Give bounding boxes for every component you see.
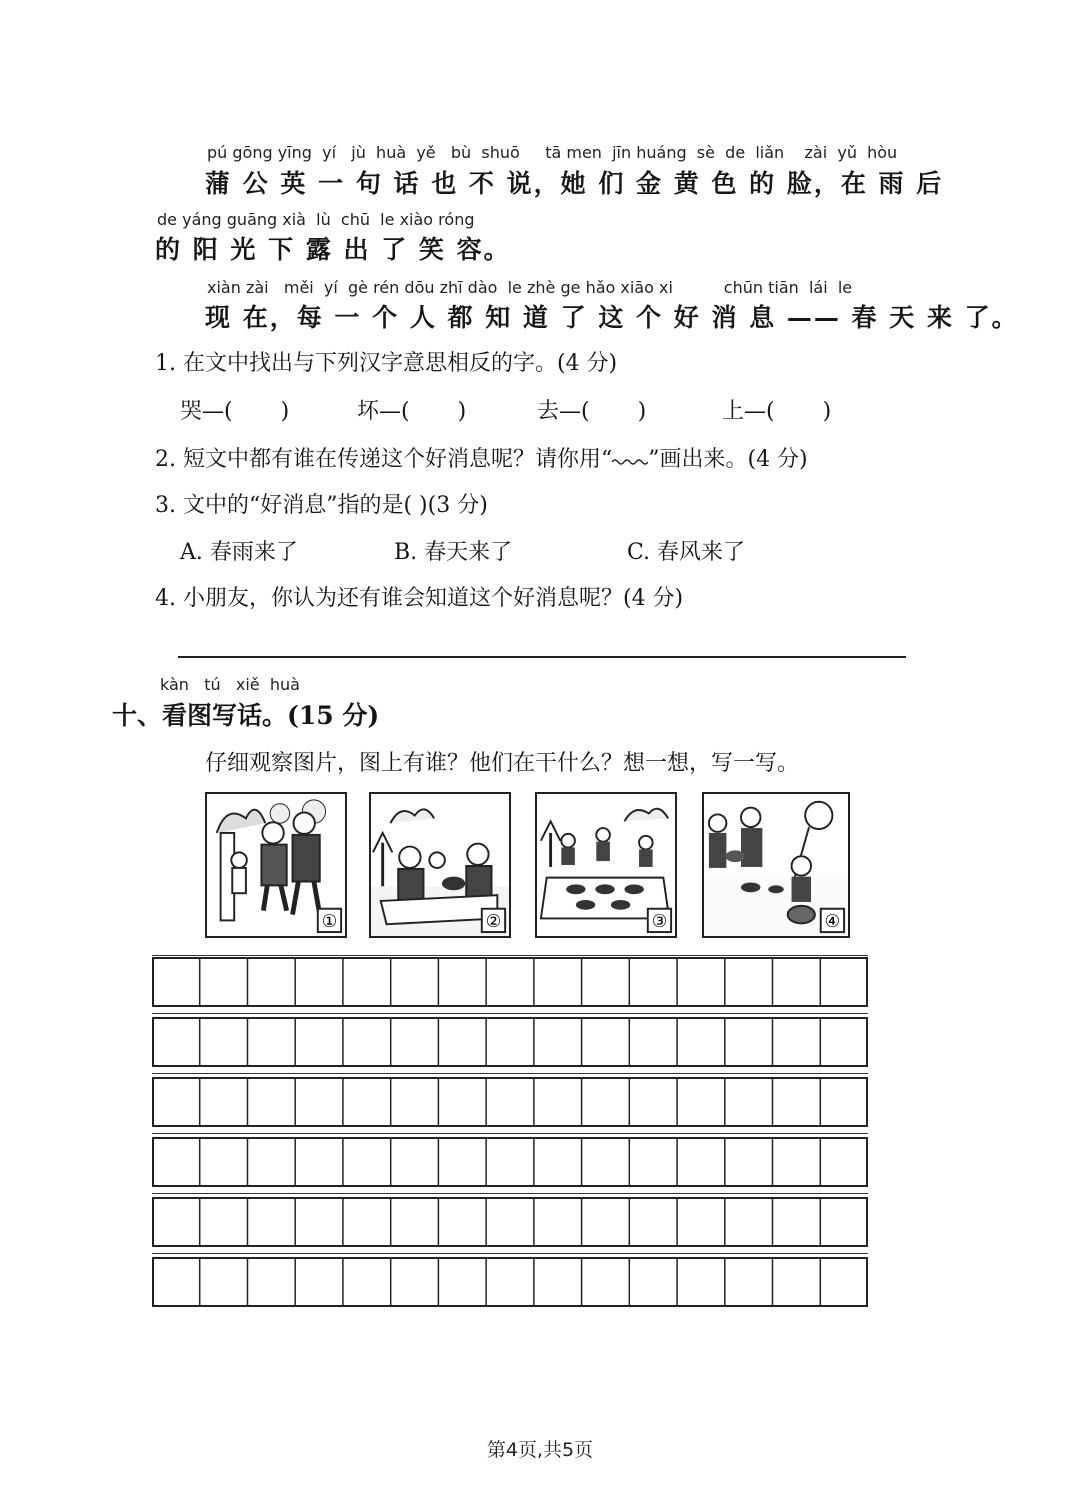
q3-option-b: B. 春天来了 bbox=[394, 540, 513, 565]
passage-line-2: 的 阳 光 下 露 出 了 笑 容。 bbox=[155, 235, 511, 264]
q1-pair-3: 去—( ) bbox=[537, 399, 647, 424]
section10-pinyin: kàn tú xiě huà bbox=[160, 675, 300, 694]
q3-option-a: A. 春雨来了 bbox=[180, 540, 298, 565]
picture-4-label: ④ bbox=[824, 912, 841, 933]
picture-3 bbox=[535, 792, 677, 938]
pinyin-p1: pú gōng yīng yí jù huà yě bù shuō tā men jīn huáng sè de liǎn zài yǔ hòu bbox=[207, 143, 898, 162]
picture-3-label: ③ bbox=[651, 912, 668, 933]
grid-rule bbox=[152, 1253, 868, 1254]
grid-rule bbox=[152, 1133, 868, 1134]
passage-line-3: 现 在，每 一 个 人 都 知 道 了 这 个 好 消 息 —— 春 天 来 了。 bbox=[205, 303, 1019, 332]
question-4: 4. 小朋友，你认为还有谁会知道这个好消息呢？(4 分) bbox=[155, 586, 684, 611]
picture-2 bbox=[369, 792, 511, 938]
picture-2-label: ② bbox=[485, 912, 502, 933]
answer-line-q4[interactable] bbox=[178, 656, 906, 658]
grid-rule bbox=[152, 1073, 868, 1074]
question-2: 2. 短文中都有谁在传递这个好消息呢？请你用“ ”画出来。(4 分) bbox=[155, 447, 808, 472]
pinyin-p2: de yáng guāng xià lù chū le xiào róng bbox=[157, 210, 475, 229]
writing-grid-row[interactable] bbox=[152, 1257, 868, 1307]
wavy-underline-icon bbox=[612, 455, 648, 465]
q1-pair-2: 坏—( ) bbox=[357, 399, 467, 424]
writing-grid-row[interactable] bbox=[152, 957, 868, 1007]
section10-instruction: 仔细观察图片，图上有谁？他们在干什么？想一想，写一写。 bbox=[205, 751, 800, 776]
writing-grid-row[interactable] bbox=[152, 1137, 868, 1187]
grid-top-rule bbox=[152, 955, 868, 956]
writing-grid-row[interactable] bbox=[152, 1077, 868, 1127]
q1-pair-1: 哭—( ) bbox=[180, 399, 290, 424]
writing-grid-row[interactable] bbox=[152, 1197, 868, 1247]
grid-rule bbox=[152, 1193, 868, 1194]
question-1: 1. 在文中找出与下列汉字意思相反的字。(4 分) bbox=[155, 351, 618, 376]
picture-4 bbox=[702, 792, 850, 938]
passage-line-1: 蒲 公 英 一 句 话 也 不 说，她 们 金 黄 色 的 脸，在 雨 后 bbox=[205, 169, 944, 198]
picture-1-label: ① bbox=[321, 912, 338, 933]
page-number: 第4页,共5页 bbox=[486, 1439, 594, 1461]
section10-title: 十、看图写话。(15 分) bbox=[112, 701, 380, 730]
picture-1 bbox=[205, 792, 347, 938]
question-3: 3. 文中的“好消息”指的是( )(3 分) bbox=[155, 493, 488, 518]
grid-rule bbox=[152, 1013, 868, 1014]
q3-option-c: C. 春风来了 bbox=[627, 540, 746, 565]
writing-grid-row[interactable] bbox=[152, 1017, 868, 1067]
pinyin-p3: xiàn zài měi yí gè rén dōu zhī dào le zhè ge hǎo xiāo xi chūn tiān lái le bbox=[207, 278, 853, 297]
q1-pair-4: 上—( ) bbox=[722, 399, 832, 424]
